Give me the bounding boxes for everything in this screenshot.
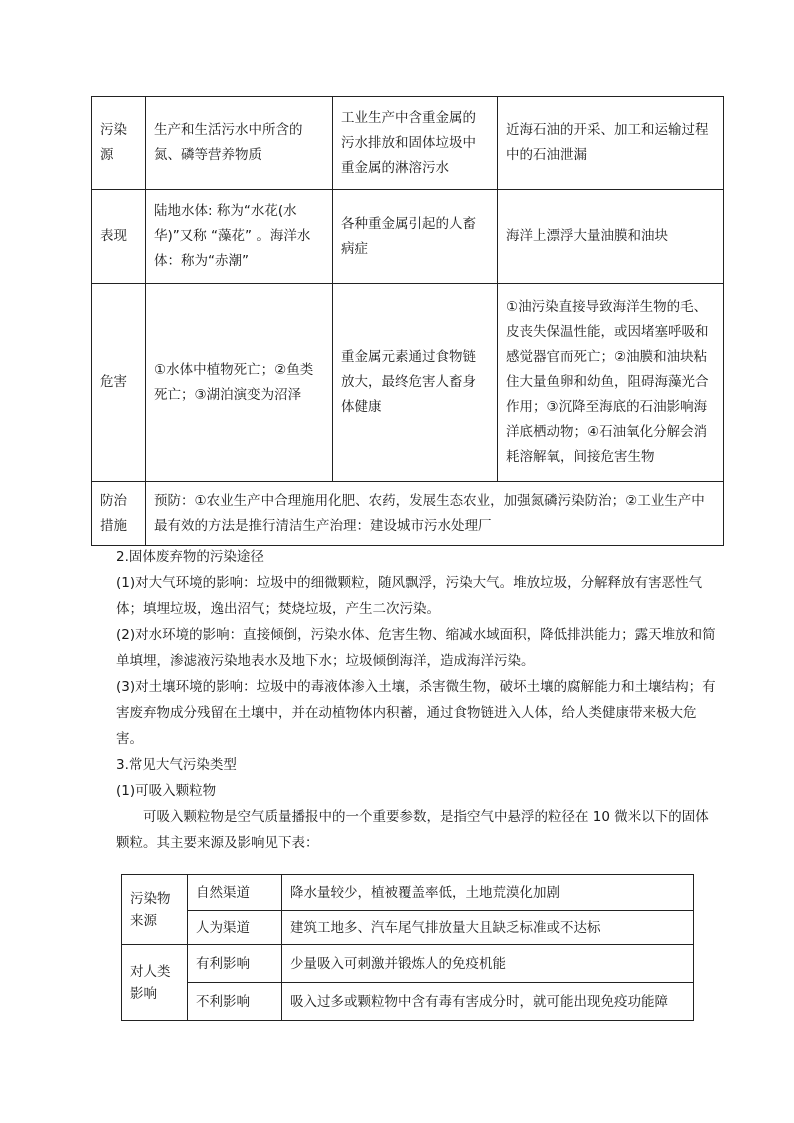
sub-label: 自然渠道 [188,875,282,911]
table-row [92,190,724,284]
particulate-table [121,874,694,1021]
sub-label: 不利影响 [188,983,282,1021]
table-cell: ①水体中植物死亡；②鱼类死亡；③湖泊演变为沼泽 [146,284,333,482]
sub-label: 人为渠道 [188,911,282,945]
paragraph: (3)对土壤环境的影响：垃圾中的毒液体渗入土壤，杀害微生物，破坏土壤的腐解能力和土壤结构；有害废弃物成分残留在土壤中，并在动植物体内积蓄，通过食物链进入人体，给人类健康带来极大危害。 [116,679,716,747]
subheading: (1)可吸入颗粒物 [116,783,217,799]
paragraph: (2)对水环境的影响：直接倾倒，污染水体、危害生物、缩减水域面积，降低排洪能力；露天堆放和简单填埋，渗滤液污染地表水及地下水；垃圾倾倒海洋，造成海洋污染。 [116,627,716,669]
table-cell: 少量吸入可刺激并锻炼人的免疫机能 [282,945,694,983]
table-cell: 近海石油的开采、加工和运输过程中的石油泄漏 [498,97,724,190]
table-cell: 建筑工地多、汽车尾气排放量大且缺乏标准或不达标 [282,911,694,945]
table-row [122,911,694,945]
table-row [122,875,694,911]
table-cell: 重金属元素通过食物链放大，最终危害人畜身体健康 [333,284,498,482]
row-header: 表现 [92,190,146,284]
table-cell: 各种重金属引起的人畜病症 [333,190,498,284]
table-row [92,97,724,190]
table-cell: 工业生产中含重金属的污水排放和固体垃圾中重金属的淋溶污水 [333,97,498,190]
table-row [92,284,724,482]
table-cell: ①油污染直接导致海洋生物的毛、皮丧失保温性能，或因堵塞呼吸和感觉器官而死亡；②油膜和油块粘住大量鱼卵和幼鱼，阻碍海藻光合作用；③沉降至海底的石油影响海洋底栖动物；④石油氧化分解会消耗溶解氧，间接危害生物 [498,284,724,482]
table-row [92,482,724,546]
table-cell: 降水量较少，植被覆盖率低，土地荒漠化加剧 [282,875,694,911]
row-header: 危害 [92,284,146,482]
row-header: 防治措施 [92,482,146,546]
table-cell: 生产和生活污水中所含的氮、磷等营养物质 [146,97,333,190]
row-header: 污染源 [92,97,146,190]
group-label: 对人类影响 [122,945,188,1021]
table-row [122,945,694,983]
sub-label: 有利影响 [188,945,282,983]
table-cell: 陆地水体: 称为“水花(水华)”又称 “藻花” 。海洋水体：称为“赤潮” [146,190,333,284]
section-solid-waste [116,544,716,856]
table-row [122,983,694,1021]
section-heading: 3.常见大气污染类型 [116,757,237,773]
paragraph: 可吸入颗粒物是空气质量播报中的一个重要参数，是指空气中悬浮的粒径在 10 微米以下的固体颗粒。其主要来源及影响见下表： [116,809,709,851]
paragraph: (1)对大气环境的影响：垃圾中的细微颗粒，随风飘浮，污染大气。堆放垃圾，分解释放有害恶性气体；填埋垃圾，逸出沼气；焚烧垃圾，产生二次污染。 [116,575,703,617]
table-cell: 吸入过多或颗粒物中含有毒有害成分时，就可能出现免疫功能障 [282,983,694,1021]
section-heading: 2.固体废弃物的污染途径 [116,549,264,565]
table-cell: 预防：①农业生产中合理施用化肥、农药，发展生态农业，加强氮磷污染防治；②工业生产中最有效的方法是推行清洁生产治理：建设城市污水处理厂 [146,482,724,546]
water-pollution-table [91,96,724,546]
group-label: 污染物来源 [122,875,188,945]
table-cell: 海洋上漂浮大量油膜和油块 [498,190,724,284]
